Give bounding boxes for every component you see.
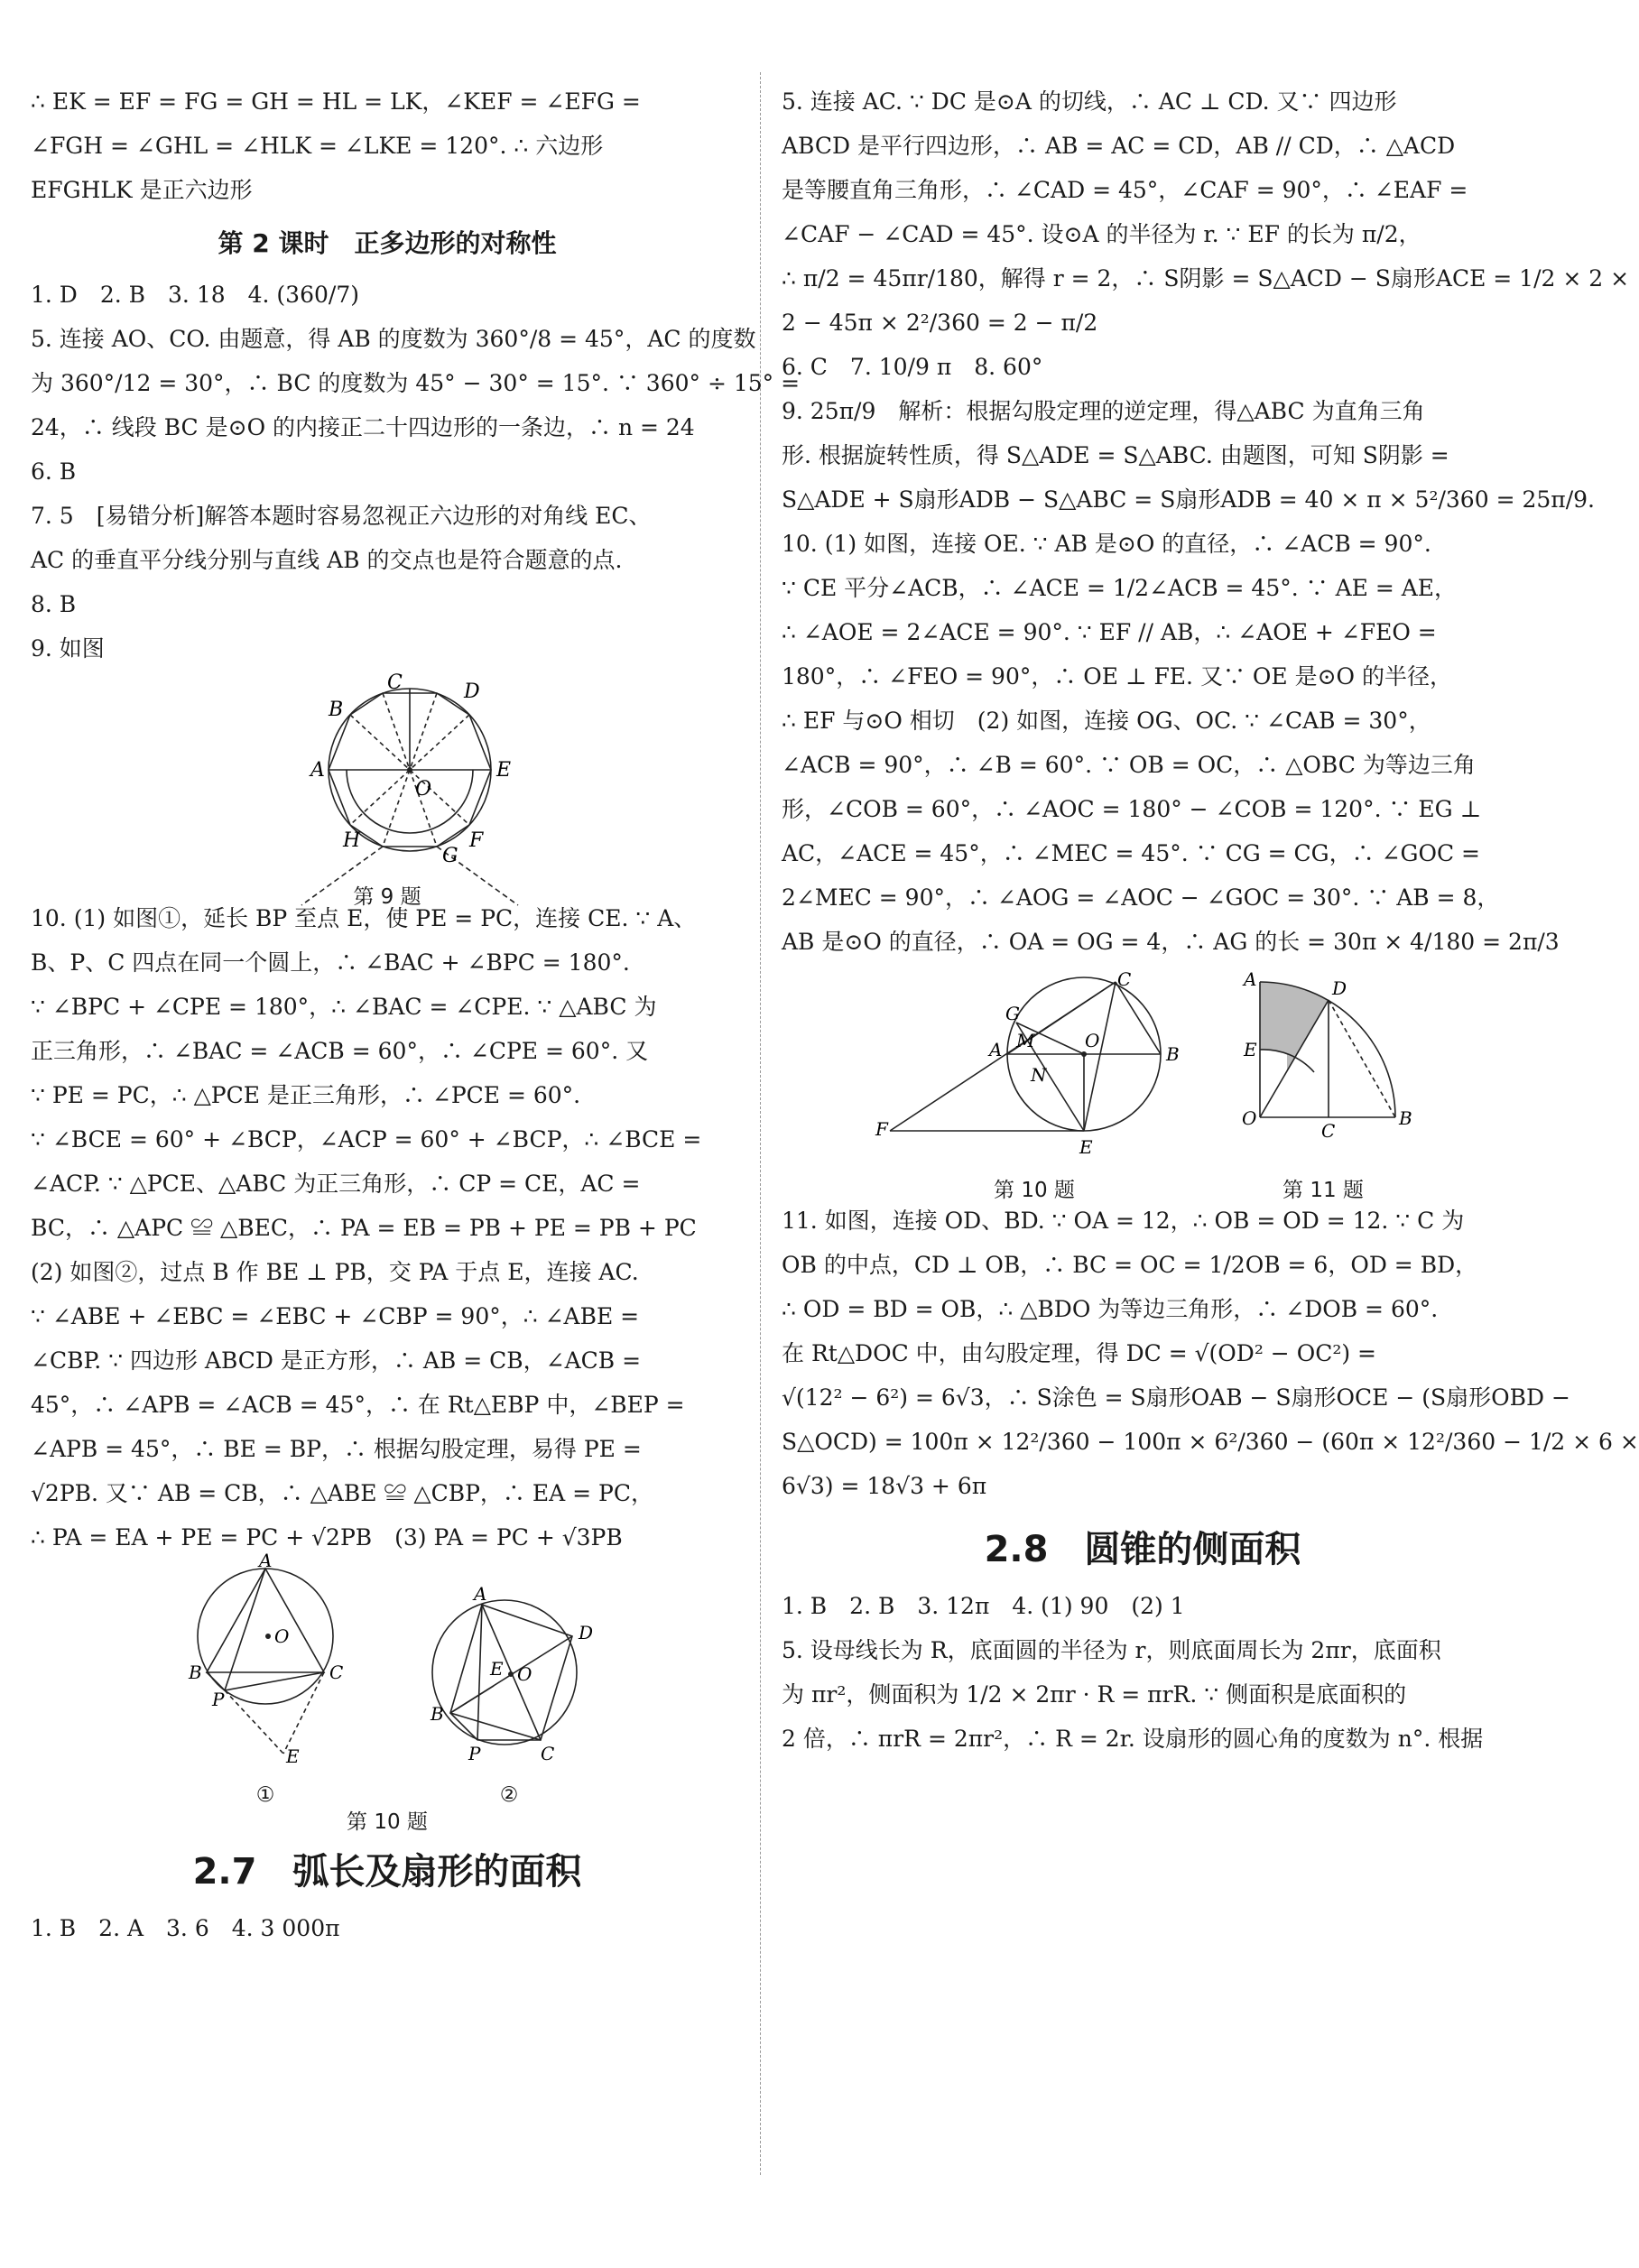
text-line: 1. D 2. B 3. 18 4. (360/7) <box>31 282 359 308</box>
text-line: 6. B <box>31 458 77 485</box>
figure-9-diagram <box>31 671 744 869</box>
figures-10-11 <box>782 968 1504 1202</box>
fig9-label: C <box>387 671 403 694</box>
text-line: 形，∠COB = 60°，∴ ∠AOC = 180° − ∠COB = 120°. ∵ EG ⊥ <box>782 796 1482 822</box>
text-line: (2) 如图②，过点 B 作 BE ⊥ PB，交 PA 于点 E，连接 AC. <box>31 1259 639 1285</box>
figure-10-diagram-2 <box>405 1560 613 1767</box>
fig10-2-label: E <box>490 1658 504 1680</box>
text-line: ∠APB = 45°，∴ BE = BP，∴ 根据勾股定理，易得 PE = <box>31 1436 642 1462</box>
fig9-label: B <box>329 699 344 721</box>
text-line: 9. 25π/9 解析：根据勾股定理的逆定理，得△ABC 为直角三角 <box>782 398 1425 424</box>
text-line: ∴ OD = BD = OB，∴ △BDO 为等边三角形，∴ ∠DOB = 60°. <box>782 1296 1439 1322</box>
text-line: 形. 根据旋转性质，得 S△ADE = S△ABC. 由题图，可知 S阴影 = <box>782 442 1449 468</box>
text-line: 11. 如图，连接 OD、BD. ∵ OA = 12，∴ OB = OD = 12. ∵ C 为 <box>782 1208 1465 1234</box>
right-column <box>782 79 1639 1761</box>
fig10-2-label: D <box>579 1622 594 1643</box>
text-line: ∠ACP. ∵ △PCE、△ABC 为正三角形，∴ CP = CE，AC = <box>31 1171 641 1197</box>
fig10r-label: N <box>1031 1064 1047 1086</box>
fig10-1-label: B <box>189 1662 202 1683</box>
fig9-label: G <box>442 845 458 867</box>
figure-10-diagram-1 <box>162 1550 369 1767</box>
fig10-2-label: B <box>431 1703 444 1725</box>
figure-10-left <box>31 1550 744 1834</box>
fig9-label: E <box>496 759 512 782</box>
figure-caption: 第 9 题 <box>353 885 421 909</box>
text-line: 2 倍，∴ πrR = 2πr²，∴ R = 2r. 设扇形的圆心角的度数为 n°. 根据 <box>782 1726 1484 1752</box>
text-line: ∴ ∠AOE = 2∠ACE = 90°. ∵ EF // AB，∴ ∠AOE + ∠FEO = <box>782 619 1437 645</box>
fig11-label: D <box>1332 977 1347 999</box>
figure-10-right-diagram <box>872 968 1197 1162</box>
text-line: 正三角形，∴ ∠BAC = ∠ACB = 60°，∴ ∠CPE = 60°. 又 <box>31 1038 649 1064</box>
fig10r-label: B <box>1166 1043 1180 1065</box>
text-line: S△OCD) = 100π × 12²/360 − 100π × 6²/360 − (60π × 12²/360 − 1/2 × 6 × <box>782 1429 1639 1455</box>
fig10-2-label: A <box>474 1583 487 1605</box>
text-line: 为 πr²，侧面积为 1/2 × 2πr · R = πrR. ∵ 侧面积是底面积的 <box>782 1681 1407 1708</box>
text-line: 6. C 7. 10/9 π 8. 60° <box>782 354 1043 380</box>
fig10r-label: F <box>875 1118 888 1140</box>
text-line: 5. 设母线长为 R，底面圆的半径为 r，则底面周长为 2πr，底面积 <box>782 1637 1441 1663</box>
text-line: ∵ ∠BPC + ∠CPE = 180°，∴ ∠BAC = ∠CPE. ∵ △ABC 为 <box>31 994 657 1020</box>
fig10-1-label: C <box>329 1662 344 1683</box>
text-line: AC 的垂直平分线分别与直线 AB 的交点也是符合题意的点. <box>31 547 623 573</box>
text-line: 为 360°/12 = 30°，∴ BC 的度数为 45° − 30° = 15°. ∵ 360° ÷ 15° = <box>31 370 801 396</box>
text-line: ∠CAF − ∠CAD = 45°. 设⊙A 的半径为 r. ∵ EF 的长为 π/2， <box>782 221 1421 247</box>
fig10r-label: A <box>989 1039 1003 1060</box>
fig10-1-label: A <box>259 1550 273 1571</box>
text-line: ∵ CE 平分∠ACB，∴ ∠ACE = 1/2∠ACB = 45°. ∵ AE = AE， <box>782 575 1458 601</box>
fig9-label: F <box>469 829 484 852</box>
text-line: 1. B 2. B 3. 12π 4. (1) 90 (2) 1 <box>782 1593 1185 1619</box>
text-line: OB 的中点，CD ⊥ OB，∴ BC = OC = 1/2OB = 6，OD = BD， <box>782 1252 1478 1278</box>
text-line: 6√3) = 18√3 + 6π <box>782 1473 987 1499</box>
figure-caption: 第 10 题 <box>347 1810 428 1834</box>
text-line: ∠CBP. ∵ 四边形 ABCD 是正方形，∴ AB = CB，∠ACB = <box>31 1347 642 1374</box>
fig10-1-label: E <box>286 1745 300 1767</box>
text-line: ∠ACB = 90°，∴ ∠B = 60°. ∵ OB = OC，∴ △OBC 为等边三角 <box>782 752 1476 778</box>
text-line: 9. 如图 <box>31 635 105 662</box>
text-line: ∴ EK = EF = FG = GH = HL = LK，∠KEF = ∠EFG = <box>31 88 641 115</box>
text-line: ∵ ∠ABE + ∠EBC = ∠EBC + ∠CBP = 90°，∴ ∠ABE = <box>31 1303 640 1329</box>
figure-11-diagram <box>1233 968 1413 1162</box>
text-line: ∴ EF 与⊙O 相切 (2) 如图，连接 OG、OC. ∵ ∠CAB = 30°， <box>782 708 1431 734</box>
fig10r-label: O <box>1085 1030 1100 1051</box>
fig10r-label: M <box>1016 1030 1035 1051</box>
fig10-2-label: P <box>468 1743 481 1764</box>
text-line: B、P、C 四点在同一个圆上，∴ ∠BAC + ∠BPC = 180°. <box>31 949 630 976</box>
fig9-label: O <box>415 778 432 801</box>
text-line: 10. (1) 如图，连接 OE. ∵ AB 是⊙O 的直径，∴ ∠ACB = 90°. <box>782 531 1431 557</box>
figure-subcaption: ② <box>499 1783 519 1807</box>
text-line: 在 Rt△DOC 中，由勾股定理，得 DC = √(OD² − OC²) = <box>782 1340 1376 1366</box>
text-line: S△ADE + S扇形ADB − S△ABC = S扇形ADB = 40 × π × 5²/360 = 25π/9. <box>782 486 1595 513</box>
text-line: ∵ PE = PC，∴ △PCE 是正三角形，∴ ∠PCE = 60°. <box>31 1082 581 1108</box>
text-line: 5. 连接 AC. ∵ DC 是⊙A 的切线，∴ AC ⊥ CD. 又∵ 四边形 <box>782 88 1397 115</box>
section-title: 2.7 弧长及扇形的面积 <box>192 1851 582 1893</box>
text-line: AB 是⊙O 的直径，∴ OA = OG = 4，∴ AG 的长 = 30π × 4/180 = 2π/3 <box>782 929 1560 955</box>
figure-caption: 第 11 题 <box>1282 1179 1364 1202</box>
left-column <box>31 79 801 1950</box>
fig10-1-label: P <box>212 1689 225 1710</box>
text-line: 1. B 2. A 3. 6 4. 3 000π <box>31 1915 340 1941</box>
fig10-1-label: O <box>274 1625 290 1647</box>
text-line: ∴ π/2 = 45πr/180，解得 r = 2，∴ S阴影 = S△ACD − S扇形ACE = 1/2 × 2 × <box>782 265 1630 292</box>
fig10r-label: G <box>1005 1003 1020 1024</box>
fig9-label: A <box>310 759 325 782</box>
fig10r-label: E <box>1079 1136 1093 1158</box>
text-line: ∠FGH = ∠GHL = ∠HLK = ∠LKE = 120°. ∴ 六边形 <box>31 133 604 159</box>
section-title: 2.8 圆锥的侧面积 <box>984 1529 1301 1570</box>
fig9-label: H <box>343 829 361 852</box>
text-line: ∴ PA = EA + PE = PC + √2PB (3) PA = PC + √3PB <box>31 1524 623 1551</box>
text-line: 7. 5 [易错分析]解答本题时容易忽视正六边形的对角线 EC、 <box>31 503 652 529</box>
text-line: 2∠MEC = 90°，∴ ∠AOG = ∠AOC − ∠GOC = 30°. ∵ AB = 8， <box>782 884 1500 911</box>
text-line: ABCD 是平行四边形，∴ AB = AC = CD，AB // CD，∴ △ACD <box>782 133 1456 159</box>
subsection-title: 第 2 课时 正多边形的对称性 <box>218 228 557 258</box>
fig11-label: C <box>1321 1120 1336 1142</box>
fig10r-label: C <box>1117 968 1132 990</box>
fig11-label: O <box>1242 1107 1257 1129</box>
text-line: EFGHLK 是正六边形 <box>31 177 253 203</box>
fig11-label: B <box>1399 1107 1412 1129</box>
fig9-label: D <box>464 680 480 703</box>
text-line: 2 − 45π × 2²/360 = 2 − π/2 <box>782 310 1098 336</box>
text-line: AC，∠ACE = 45°，∴ ∠MEC = 45°. ∵ CG = CG，∴ ∠GOC = <box>782 840 1480 866</box>
text-line: 是等腰直角三角形，∴ ∠CAD = 45°，∠CAF = 90°，∴ ∠EAF = <box>782 177 1468 203</box>
fig10-2-label: O <box>517 1663 532 1685</box>
text-line: BC，∴ △APC ≌ △BEC，∴ PA = EB = PB + PE = PB + PC <box>31 1215 697 1241</box>
text-line: 180°，∴ ∠FEO = 90°，∴ OE ⊥ FE. 又∵ OE 是⊙O 的半径， <box>782 663 1452 690</box>
text-line: 45°，∴ ∠APB = ∠ACB = 45°，∴ 在 Rt△EBP 中，∠BEP = <box>31 1392 685 1418</box>
text-line: 5. 连接 AO、CO. 由题意，得 AB 的度数为 360°/8 = 45°，AC 的度数 <box>31 326 756 352</box>
text-line: √2PB. 又∵ AB = CB，∴ △ABE ≌ △CBP，∴ EA = PC， <box>31 1480 653 1506</box>
fig11-label: E <box>1244 1039 1257 1060</box>
text-line: √(12² − 6²) = 6√3，∴ S涂色 = S扇形OAB − S扇形OCE − (S扇形OBD − <box>782 1384 1570 1411</box>
figure-subcaption: ① <box>255 1783 275 1807</box>
fig11-label: A <box>1244 968 1257 990</box>
text-line: 10. (1) 如图①，延长 BP 至点 E，使 PE = PC，连接 CE. ∵ A、 <box>31 905 697 931</box>
text-line: 24，∴ 线段 BC 是⊙O 的内接正二十四边形的一条边，∴ n = 24 <box>31 414 695 440</box>
figure-9 <box>31 671 744 909</box>
fig10-2-label: C <box>541 1743 555 1764</box>
text-line: ∵ ∠BCE = 60° + ∠BCP，∠ACP = 60° + ∠BCP，∴ ∠BCE = <box>31 1126 702 1153</box>
figure-caption: 第 10 题 <box>994 1179 1075 1202</box>
text-line: 8. B <box>31 591 77 617</box>
